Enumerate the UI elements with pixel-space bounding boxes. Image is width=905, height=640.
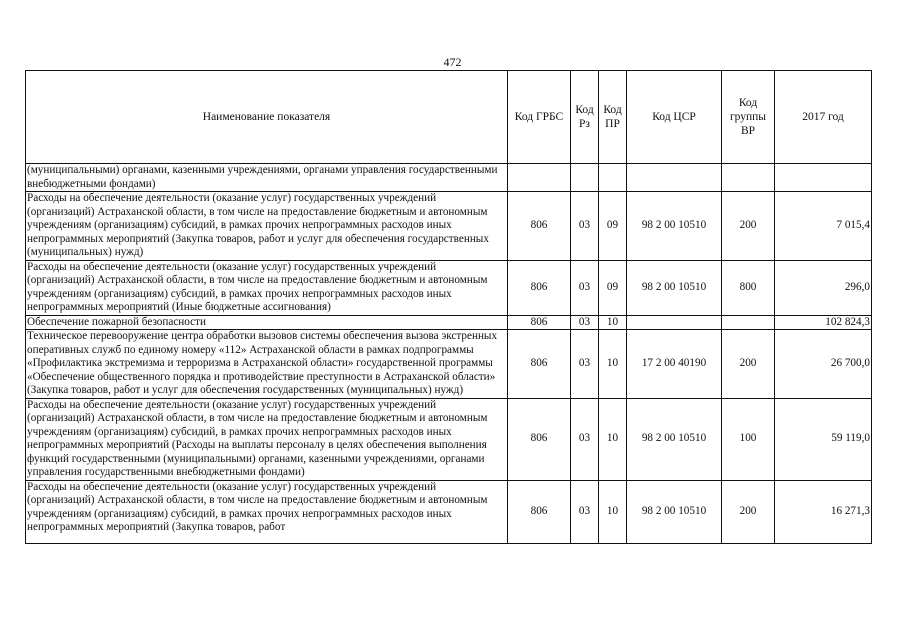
header-rz: Код Рз: [571, 71, 599, 164]
row-name: (муниципальными) органами, казенными учреждениями, органами управления государственными внебюджетными фондами): [26, 164, 508, 192]
row-pr: 10: [599, 398, 627, 480]
row-amount: [775, 164, 872, 192]
row-name: Обеспечение пожарной безопасности: [26, 315, 508, 330]
table-row: [26, 260, 872, 315]
table-row: [26, 398, 872, 480]
row-csr: [627, 315, 722, 330]
row-amount: 7 015,4: [775, 192, 872, 261]
budget-table: [25, 70, 872, 544]
row-pr: 09: [599, 192, 627, 261]
row-grbs: 806: [508, 330, 571, 399]
row-vr: 200: [722, 480, 775, 543]
row-amount: 26 700,0: [775, 330, 872, 399]
table-row: [26, 480, 872, 543]
row-grbs: [508, 164, 571, 192]
row-grbs: 806: [508, 315, 571, 330]
row-rz: 03: [571, 480, 599, 543]
row-vr: 800: [722, 260, 775, 315]
row-vr: 200: [722, 330, 775, 399]
row-grbs: 806: [508, 398, 571, 480]
row-grbs: 806: [508, 260, 571, 315]
table-row: [26, 164, 872, 192]
row-pr: 10: [599, 480, 627, 543]
row-amount: 102 824,3: [775, 315, 872, 330]
header-pr: Код ПР: [599, 71, 627, 164]
row-vr: 200: [722, 192, 775, 261]
row-rz: 03: [571, 330, 599, 399]
row-rz: [571, 164, 599, 192]
row-grbs: 806: [508, 480, 571, 543]
row-csr: 98 2 00 10510: [627, 260, 722, 315]
row-name: Расходы на обеспечение деятельности (оказание услуг) государственных учреждений (организаций) Астраханской области, в том числе на предоставление бюджетным и автономным учреждениям (организациям) субсидий, в рамках прочих непрограммных расходов иных непрограммных мероприятий (Закупка товаров, работ и услуг для обеспечения государственных (муниципальных) нужд): [26, 192, 508, 261]
row-name: Расходы на обеспечение деятельности (оказание услуг) государственных учреждений (организаций) Астраханской области, в том числе на предоставление бюджетным и автономным учреждениям (организациям) субсидий, в рамках прочих непрограммных расходов иных непрограммных мероприятий (Иные бюджетные ассигнования): [26, 260, 508, 315]
row-rz: 03: [571, 192, 599, 261]
row-csr: [627, 164, 722, 192]
header-name: Наименование показателя: [26, 71, 508, 164]
row-grbs: 806: [508, 192, 571, 261]
row-vr: 100: [722, 398, 775, 480]
row-csr: 17 2 00 40190: [627, 330, 722, 399]
header-year: 2017 год: [775, 71, 872, 164]
row-csr: 98 2 00 10510: [627, 398, 722, 480]
row-pr: [599, 164, 627, 192]
header-grbs: Код ГРБС: [508, 71, 571, 164]
row-vr: [722, 315, 775, 330]
row-pr: 10: [599, 315, 627, 330]
row-amount: 16 271,3: [775, 480, 872, 543]
table-row: [26, 315, 872, 330]
row-amount: 296,0: [775, 260, 872, 315]
table-row: [26, 192, 872, 261]
row-rz: 03: [571, 398, 599, 480]
table-header-row: [26, 71, 872, 164]
row-rz: 03: [571, 260, 599, 315]
page-number: 472: [443, 55, 462, 69]
row-name: Техническое перевооружение центра обработки вызовов системы обеспечения вызова экстренных оперативных служб по единому номеру «112» Астраханской области в рамках подпрограммы «Профилактика экстремизма и терроризма в Астраханской области» государственной программы «Обеспечение общественного порядка и противодействие преступности в Астраханской области» (Закупка товаров, работ и услуг для обеспечения государственных (муниципальных) нужд): [26, 330, 508, 399]
header-csr: Код ЦСР: [627, 71, 722, 164]
header-vr: Код группы ВР: [722, 71, 775, 164]
row-name: Расходы на обеспечение деятельности (оказание услуг) государственных учреждений (организаций) Астраханской области, в том числе на предоставление бюджетным и автономным учреждениям (организациям) субсидий, в рамках прочих непрограммных расходов иных непрограммных мероприятий (Закупка товаров, работ: [26, 480, 508, 543]
row-amount: 59 119,0: [775, 398, 872, 480]
row-rz: 03: [571, 315, 599, 330]
row-pr: 09: [599, 260, 627, 315]
row-vr: [722, 164, 775, 192]
row-name: Расходы на обеспечение деятельности (оказание услуг) государственных учреждений (организаций) Астраханской области, в том числе на предоставление бюджетным и автономным учреждениям (организациям) субсидий, в рамках прочих непрограммных расходов иных непрограммных мероприятий (Расходы на выплаты персоналу в целях обеспечения выполнения функций государственными (муниципальными) органами, казенными учреждениями, органами управления государственными внебюджетными фондами): [26, 398, 508, 480]
row-csr: 98 2 00 10510: [627, 192, 722, 261]
row-csr: 98 2 00 10510: [627, 480, 722, 543]
row-pr: 10: [599, 330, 627, 399]
table-row: [26, 330, 872, 399]
